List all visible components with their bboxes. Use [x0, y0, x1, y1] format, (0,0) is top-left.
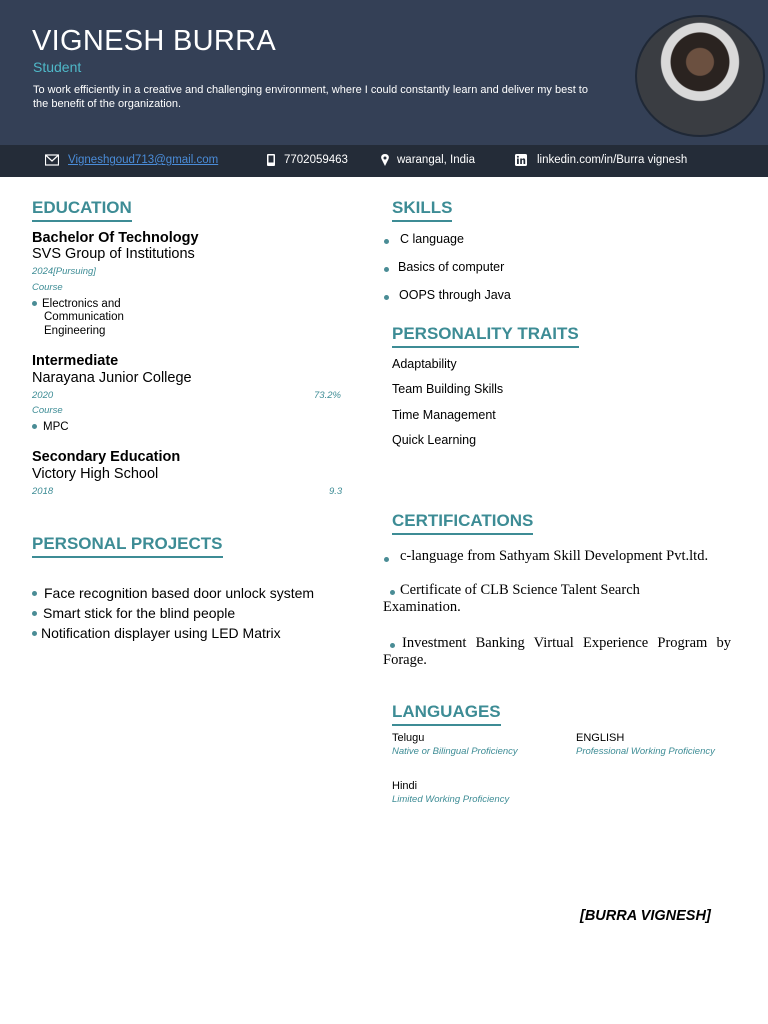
email-link[interactable]: Vigneshgoud713@gmail.com	[68, 154, 219, 166]
signature: [BURRA VIGNESH]	[580, 908, 711, 924]
education-date: 2018	[32, 486, 54, 497]
linkedin-link[interactable]: linkedin.com/in/Burra vignesh	[537, 154, 688, 166]
language-level: Native or Bilingual Proficiency	[392, 746, 518, 757]
traits-heading: PERSONALITY TRAITS	[392, 324, 579, 348]
project-item: Notification displayer using LED Matrix	[41, 625, 281, 641]
education-course: Communication	[44, 311, 124, 323]
education-course-label: Course	[32, 282, 63, 293]
skill-item: OOPS through Java	[399, 288, 511, 302]
bullet-icon	[32, 424, 37, 429]
language-name: ENGLISH	[576, 732, 625, 744]
skill-item: Basics of computer	[398, 260, 505, 274]
email-icon	[45, 154, 59, 166]
education-date: 2024[Pursuing]	[32, 266, 96, 277]
education-course: Electronics and	[42, 298, 121, 310]
education-date: 2020	[32, 390, 54, 401]
language-name: Hindi	[392, 780, 418, 792]
education-degree: Secondary Education	[32, 449, 181, 465]
projects-heading: PERSONAL PROJECTS	[32, 534, 223, 558]
bullet-icon	[384, 267, 389, 272]
skill-item: C language	[400, 232, 464, 246]
bullet-icon	[32, 611, 37, 616]
languages-heading: LANGUAGES	[392, 702, 501, 726]
candidate-name: VIGNESH BURRA	[32, 25, 276, 57]
education-institution: Victory High School	[32, 466, 159, 482]
education-score: 73.2%	[314, 390, 341, 401]
certification-item: Investment Banking Virtual Experience Program by Forage.	[383, 635, 731, 668]
bullet-icon	[384, 239, 389, 244]
education-institution: Narayana Junior College	[32, 370, 192, 386]
trait-item: Team Building Skills	[392, 382, 504, 396]
education-heading: EDUCATION	[32, 198, 132, 222]
linkedin-icon	[514, 154, 528, 166]
education-institution: SVS Group of Institutions	[32, 246, 195, 262]
certification-item: Certificate of CLB Science Talent Search Examination.	[383, 582, 640, 615]
phone-number: 7702059463	[284, 154, 348, 166]
language-level: Limited Working Proficiency	[392, 794, 510, 805]
bullet-icon	[32, 631, 37, 636]
education-score: 9.3	[329, 486, 343, 497]
location-pin-icon	[378, 154, 392, 166]
career-objective: To work efficiently in a creative and challenging environment, where I could constantly learn and deliver my best to the benefit of the organization.	[33, 84, 588, 110]
bullet-icon	[384, 295, 389, 300]
certification-item: c-language from Sathyam Skill Development Pvt.ltd.	[400, 548, 709, 564]
trait-item: Quick Learning	[392, 433, 477, 447]
bullet-icon	[32, 591, 37, 596]
language-level: Professional Working Proficiency	[576, 746, 715, 757]
candidate-role: Student	[33, 59, 82, 75]
profile-photo	[635, 15, 765, 137]
bullet-icon	[384, 557, 389, 562]
education-course: MPC	[43, 421, 69, 433]
education-degree: Intermediate	[32, 353, 119, 369]
language-name: Telugu	[392, 732, 425, 744]
education-degree: Bachelor Of Technology	[32, 230, 199, 246]
phone-icon	[264, 154, 278, 166]
education-course: Engineering	[44, 325, 106, 337]
certifications-heading: CERTIFICATIONS	[392, 511, 533, 535]
project-item: Face recognition based door unlock system	[44, 585, 315, 601]
project-item: Smart stick for the blind people	[43, 605, 236, 621]
skills-heading: SKILLS	[392, 198, 452, 222]
location-text: warangal, India	[397, 154, 475, 166]
trait-item: Time Management	[392, 408, 496, 422]
bullet-icon	[32, 301, 37, 306]
trait-item: Adaptability	[392, 357, 457, 371]
education-course-label: Course	[32, 405, 63, 416]
